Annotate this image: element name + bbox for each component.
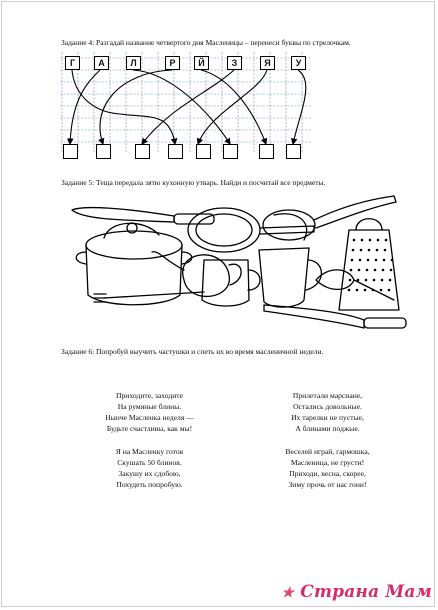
- poem-line: Будьте счастливы, как мы!: [106, 424, 193, 433]
- poem-line: А блинами поджые.: [295, 424, 360, 433]
- poem-verse: [92, 390, 207, 434]
- letter-box: У: [291, 56, 306, 70]
- task-5-heading: Задание 5: Теща передала зятю кухонную утварь. Найди и посчитай все предметы.: [61, 178, 326, 187]
- poem-line: Приходите, заходите: [116, 391, 183, 400]
- teapot-handle-shape: [229, 264, 241, 285]
- letter-box: Я: [260, 56, 275, 70]
- answer-box[interactable]: [63, 144, 78, 159]
- poem-line: На румяные блины.: [117, 402, 182, 411]
- frying-pan-inner-shape: [196, 214, 252, 246]
- answer-box[interactable]: [196, 144, 211, 159]
- poem-line: Зиму прочь от нас гони!: [288, 480, 367, 489]
- pot-handle-shape: [76, 252, 86, 264]
- knife-handle-shape: [364, 318, 406, 328]
- poem-verse: [265, 390, 390, 434]
- star-icon: ★: [281, 585, 295, 601]
- pot-rim-shape: [86, 231, 182, 259]
- letter-box: А: [94, 56, 109, 70]
- answer-box[interactable]: [168, 144, 183, 159]
- jug-shape: [259, 248, 309, 307]
- kitchen-utensils-illustration: [64, 190, 414, 340]
- answer-box[interactable]: [259, 144, 274, 159]
- pan-handle-shape: [314, 196, 396, 228]
- answer-box[interactable]: [135, 144, 150, 159]
- poem-line: Веселей играй, гармошка,: [285, 447, 370, 456]
- answer-box[interactable]: [286, 144, 301, 159]
- poem-line: Нынче Масленка неделя —: [105, 413, 194, 422]
- poem-line: Я на Масленку готов: [115, 447, 184, 456]
- arrow-paths: [70, 70, 306, 144]
- watermark-text: Страна Мам: [300, 582, 432, 602]
- task-4-heading: Задание 4: Разгадай название четвертого дня Масленицы – перенеси буквы по стрелочкам.: [61, 38, 351, 47]
- arrow-path: [293, 70, 306, 144]
- grater-holes: [348, 239, 394, 292]
- arrow-path: [100, 70, 172, 144]
- knife-handle-shape: [174, 214, 214, 224]
- poem-line: Закушу их сдобою,: [118, 469, 181, 478]
- frying-pan-shape: [263, 210, 315, 240]
- jug-handle-shape: [306, 260, 321, 290]
- poem-line: Остались довольные.: [293, 402, 362, 411]
- answer-box[interactable]: [96, 144, 111, 159]
- fork-shape: [104, 292, 204, 298]
- letter-box: Г: [65, 56, 80, 70]
- poem-verse: [265, 446, 390, 490]
- letter-box: Р: [165, 56, 180, 70]
- letter-box: Й: [194, 56, 209, 70]
- grater-handle-shape: [356, 219, 382, 230]
- site-watermark: [281, 582, 432, 602]
- answer-box[interactable]: [223, 144, 238, 159]
- arrow-path: [201, 70, 266, 144]
- task-6-heading: Задание 6: Попробуй выучить частушки и спеть их во время масленичной недели.: [61, 347, 324, 356]
- letter-box: Л: [126, 56, 141, 70]
- knife-shape: [264, 305, 364, 328]
- poem-line: Приходи, весна, скорее,: [289, 469, 366, 478]
- poem-verse: [92, 446, 207, 490]
- knife-shape: [72, 208, 174, 222]
- poem-line: Похудеть попробую.: [116, 480, 183, 489]
- arrow-path: [142, 70, 234, 144]
- arrow-path: [72, 70, 175, 144]
- poem-line: Скушать 50 блинов.: [117, 458, 182, 467]
- poem-line: Их тарелки не пустые,: [291, 413, 364, 422]
- poem-line: Масленица, не грусти!: [290, 458, 365, 467]
- letter-box: З: [227, 56, 242, 70]
- poem-line: Прилетали марсиане,: [292, 391, 363, 400]
- mug-handle-shape: [248, 270, 260, 290]
- arrow-path: [198, 70, 267, 144]
